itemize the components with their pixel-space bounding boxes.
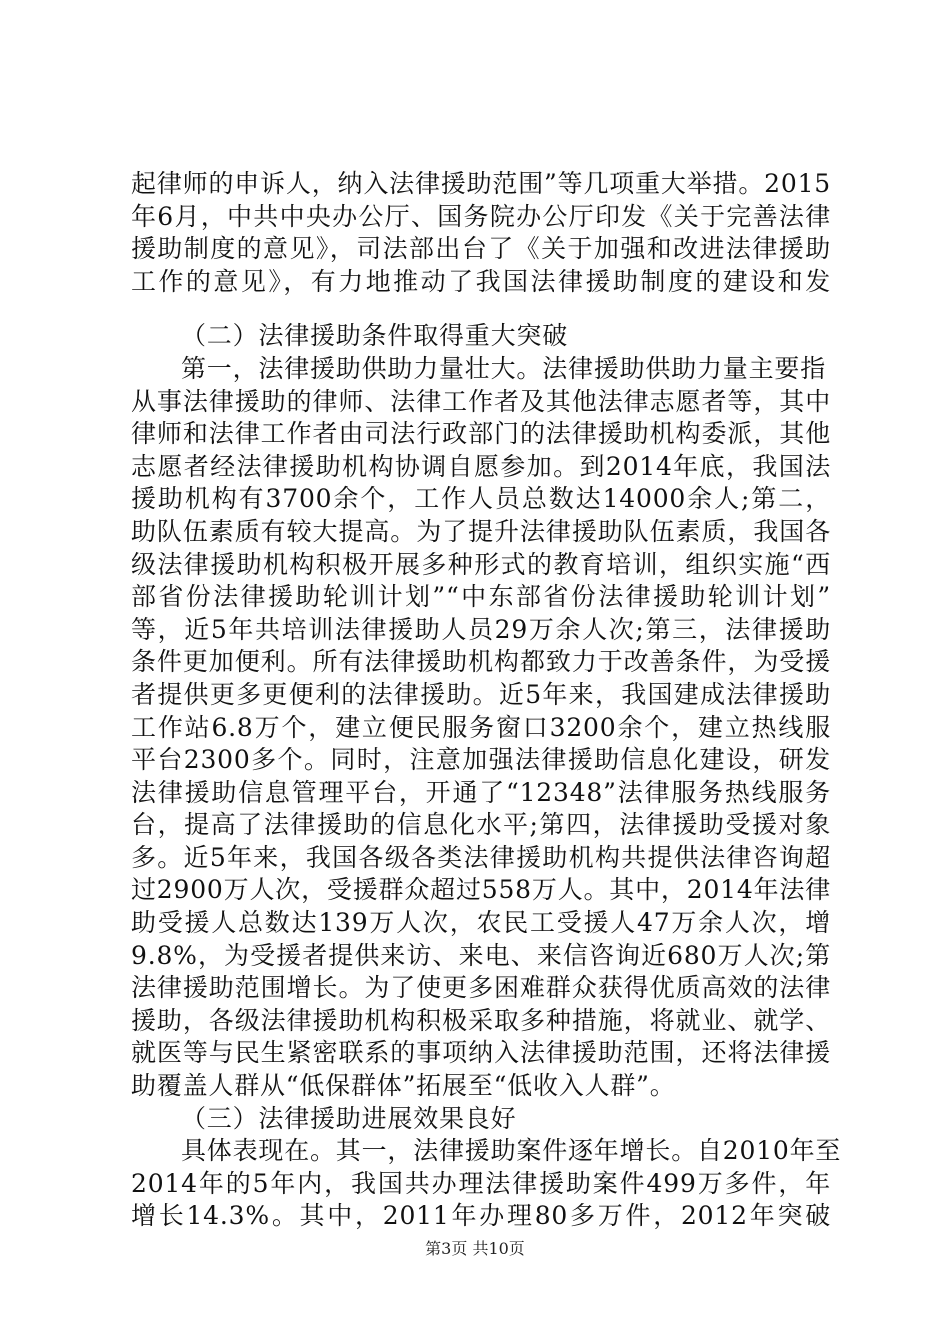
text-line: 就医等与民生紧密联系的事项纳入法律援助范围，还将法律援 [131, 1038, 831, 1068]
paragraph-gap [131, 298, 831, 320]
text-line: 法律援助范围增长。为了使更多困难群众获得优质高效的法律 [131, 973, 831, 1003]
text-line: 9.8%，为受援者提供来访、来电、来信咨询近680万人次;第 [131, 940, 831, 970]
text-line: 年6月，中共中央办公厅、国务院办公厅印发《关于完善法律 [131, 201, 831, 231]
text-line: 助队伍素质有较大提高。为了提升法律援助队伍素质，我国各 [131, 516, 831, 546]
text-line: 多。近5年来，我国各级各类法律援助机构共提供法律咨询超 [131, 842, 831, 872]
text-line: 平台2300多个。同时，注意加强法律援助信息化建设，研发 [131, 745, 831, 775]
text-line: 从事法律援助的律师、法律工作者及其他法律志愿者等，其中 [131, 386, 831, 416]
text-line: 级法律援助机构积极开展多种形式的教育培训，组织实施“西 [131, 549, 831, 579]
text-line: 援助制度的意见》，司法部出台了《关于加强和改进法律援助 [131, 234, 831, 264]
text-line: 援助，各级法律援助机构积极采取多种措施，将就业、就学、 [131, 1005, 831, 1035]
text-line: 律师和法律工作者由司法行政部门的法律援助机构委派，其他 [131, 419, 831, 449]
paragraph-1 [131, 168, 831, 298]
section-heading-2: （二）法律援助条件取得重大突破 [181, 321, 569, 351]
text-line: 等，近5年共培训法律援助人员29万余人次;第三，法律援助 [131, 614, 831, 644]
text-line: 工作的意见》，有力地推动了我国法律援助制度的建设和发 [131, 266, 831, 296]
text-line: 条件更加便利。所有法律援助机构都致力于改善条件，为受援 [131, 647, 831, 677]
document-body [131, 168, 842, 1233]
text-line: 起律师的申诉人，纳入法律援助范围”等几项重大举措。2015 [131, 169, 831, 198]
text-line: 过2900万人次，受援群众超过558万人。其中，2014年法律 [131, 875, 831, 905]
paragraph-2 [131, 353, 831, 1103]
text-line: 者提供更多更便利的法律援助。近5年来，我国建成法律援助 [131, 679, 831, 709]
text-line: 志愿者经法律援助机构协调自愿参加。到2014年底，我国法 [131, 451, 831, 481]
text-line: 部省份法律援助轮训计划”“中东部省份法律援助轮训计划” [131, 582, 831, 612]
text-line: 助受援人总数达139万人次，农民工受援人47万余人次，增 [131, 908, 831, 938]
text-line: 增长14.3%。其中，2011年办理80多万件，2012年突破 [131, 1201, 831, 1231]
section-heading-3: （三）法律援助进展效果良好 [181, 1103, 517, 1133]
text-line: 助覆盖人群从“低保群体”拓展至“低收入人群”。 [131, 1071, 676, 1101]
text-line: 台，提高了法律援助的信息化水平;第四，法律援助受援对象 [131, 810, 831, 840]
text-line: 援助机构有3700余个，工作人员总数达14000余人;第二， [131, 484, 831, 514]
paragraph-3 [131, 1135, 842, 1233]
text-line: 2014年的5年内，我国共办理法律援助案件499万多件，年 [131, 1168, 831, 1198]
text-line: 工作站6.8万个，建立便民服务窗口3200余个，建立热线服 [131, 712, 831, 742]
text-line: 法律援助信息管理平台，开通了“12348”法律服务热线服务 [131, 777, 831, 807]
page-footer: 第3页 共10页 [425, 1239, 525, 1258]
text-line: 具体表现在。其一，法律援助案件逐年增长。自2010年至 [181, 1136, 842, 1166]
text-line: 第一，法律援助供助力量壮大。法律援助供助力量主要指 [181, 353, 827, 383]
